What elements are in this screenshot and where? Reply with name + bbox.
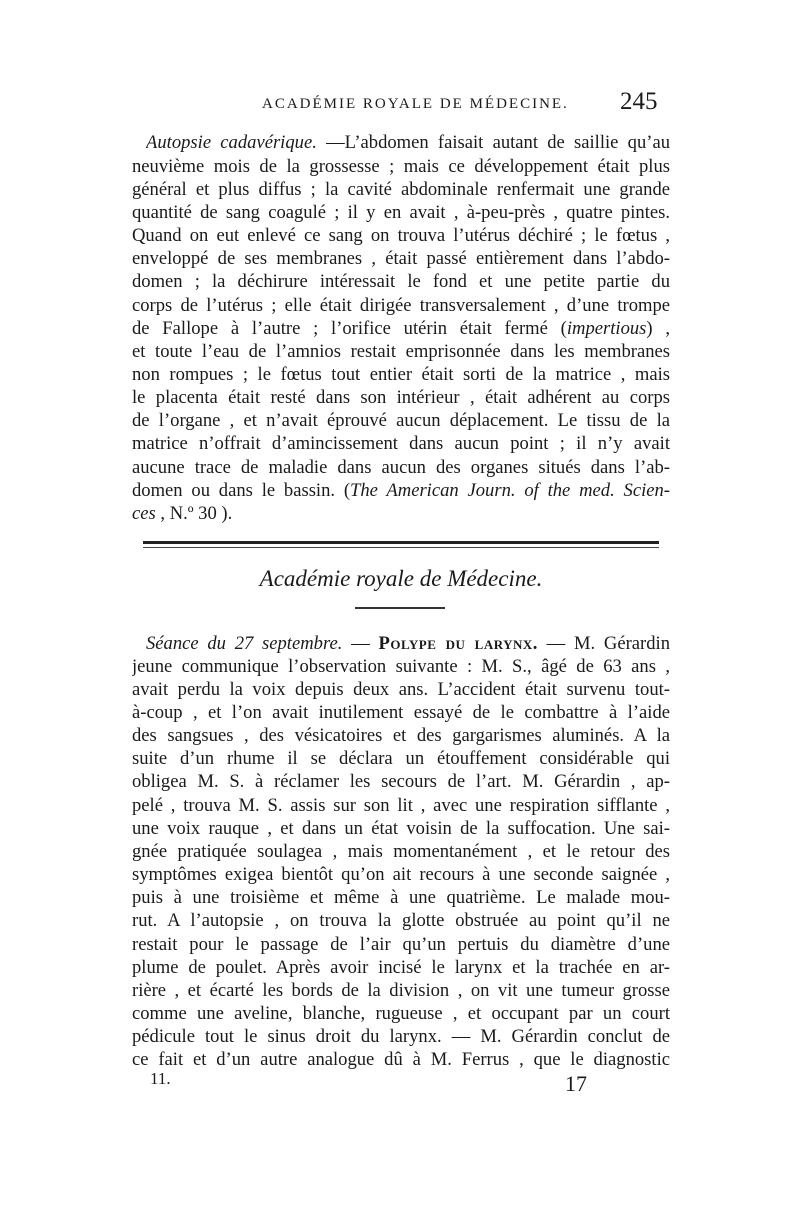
running-head: ACADÉMIE ROYALE DE MÉDECINE. bbox=[262, 96, 569, 112]
section-title: Académie royale de Médecine. bbox=[259, 566, 543, 591]
text-line: ces , N.º 30 ). bbox=[132, 503, 233, 524]
text-line: quantité de sang coagulé ; il y en avait , à-peu-près , quatre pintes. bbox=[132, 202, 670, 223]
text-line: de l’organe , et n’avait éprouvé aucun déplacement. Le tissu de la bbox=[132, 410, 670, 431]
text-line: corps de l’utérus ; elle était dirigée transversalement , d’une trompe bbox=[132, 295, 670, 316]
text-line: neuvième mois de la grossesse ; mais ce développement était plus bbox=[132, 156, 670, 177]
seance-date: Séance du 27 septembre. bbox=[146, 633, 343, 654]
text-line: suite d’un rhume il se déclara un étouffement considérable qui bbox=[132, 748, 670, 769]
text-line: domen ; la déchirure intéressait le fond et une petite partie du bbox=[132, 271, 670, 292]
text-line: de Fallope à l’autre ; l’orifice utérin était fermé (impertious) , bbox=[132, 318, 670, 339]
text-line: matrice n’offrait d’amincissement dans aucun point ; il n’y avait bbox=[132, 433, 670, 454]
autopsie-heading: Autopsie cadavérique. bbox=[146, 132, 317, 153]
title-underline bbox=[355, 607, 445, 609]
text-line: domen ou dans le bassin. (The American Journ. of the med. Scien- bbox=[132, 480, 670, 501]
text-line: Séance du 27 septembre. — Polype du larynx. — M. Gérardin bbox=[146, 633, 670, 654]
text-line: et toute l’eau de l’amnios restait emprisonnée dans les membranes bbox=[132, 341, 670, 362]
text-line: une voix rauque , et dans un état voisin de la suffocation. Une sai- bbox=[132, 818, 670, 839]
text-line: ce fait et d’un autre analogue dû à M. Ferrus , que le diagnostic bbox=[132, 1049, 670, 1070]
text-line: général et plus diffus ; la cavité abdominale renfermait une grande bbox=[132, 179, 670, 200]
signature-number: 17 bbox=[565, 1071, 587, 1096]
text-line: symptômes exigea bientôt qu’on ait recours à une seconde saignée , bbox=[132, 864, 670, 885]
impertious-term: impertious bbox=[566, 318, 647, 339]
text-line: des sangsues , des vésicatoires et des gargarismes aluminés. A la bbox=[132, 725, 670, 746]
text-line: pelé , trouva M. S. assis sur son lit , avec une respiration sifflante , bbox=[132, 795, 670, 816]
text-line: aucune trace de maladie dans aucun des organes situés dans l’ab- bbox=[132, 457, 670, 478]
text-line: à-coup , et l’on avait inutilement essayé de le combattre à l’aide bbox=[132, 702, 670, 723]
text-line: comme une aveline, blanche, rugueuse , et occupant par un court bbox=[132, 1003, 670, 1024]
text-line: jeune communique l’observation suivante : M. S., âgé de 63 ans , bbox=[132, 656, 670, 677]
page-number: 245 bbox=[620, 88, 658, 115]
text-line: rut. A l’autopsie , on trouva la glotte obstruée au point qu’il ne bbox=[132, 910, 670, 931]
section-divider-thin bbox=[143, 547, 659, 548]
text-line: obligea M. S. à réclamer les secours de l’art. M. Gérardin , ap- bbox=[132, 771, 670, 792]
text-line: plume de poulet. Après avoir incisé le larynx et la trachée en ar- bbox=[132, 957, 670, 978]
text-line: Quand on eut enlevé ce sang on trouva l’utérus déchiré ; le fœtus , bbox=[132, 225, 670, 246]
text-line: avait perdu la voix depuis deux ans. L’accident était survenu tout- bbox=[132, 679, 670, 700]
section-divider bbox=[143, 541, 659, 544]
text-line: non rompues ; le fœtus tout entier était sorti de la matrice , mais bbox=[132, 364, 670, 385]
text-line: pédicule tout le sinus droit du larynx. — M. Gérardin conclut de bbox=[132, 1026, 670, 1047]
text-line: puis à une troisième et même à une quatrième. Le malade mou- bbox=[132, 887, 670, 908]
text-line: gnée pratiquée soulagea , mais momentanément , et le retour des bbox=[132, 841, 670, 862]
text-line: le placenta était resté dans son intérieur , était adhérent au corps bbox=[132, 387, 670, 408]
text-line: rière , et écarté les bords de la division , on vit une tumeur grosse bbox=[132, 980, 670, 1001]
text-line: Autopsie cadavérique. —L’abdomen faisait autant de saillie qu’au bbox=[146, 132, 670, 153]
text-line: restait pour le passage de l’air qu’un pertuis du diamètre d’une bbox=[132, 934, 670, 955]
text-line: enveloppé de ses membranes , était passé entièrement dans l’abdo- bbox=[132, 248, 670, 269]
topic-heading: Polype du larynx. bbox=[378, 633, 538, 654]
signature-mark: 11. bbox=[150, 1069, 171, 1088]
journal-citation: The American Journ. of the med. Scien- bbox=[350, 480, 670, 501]
